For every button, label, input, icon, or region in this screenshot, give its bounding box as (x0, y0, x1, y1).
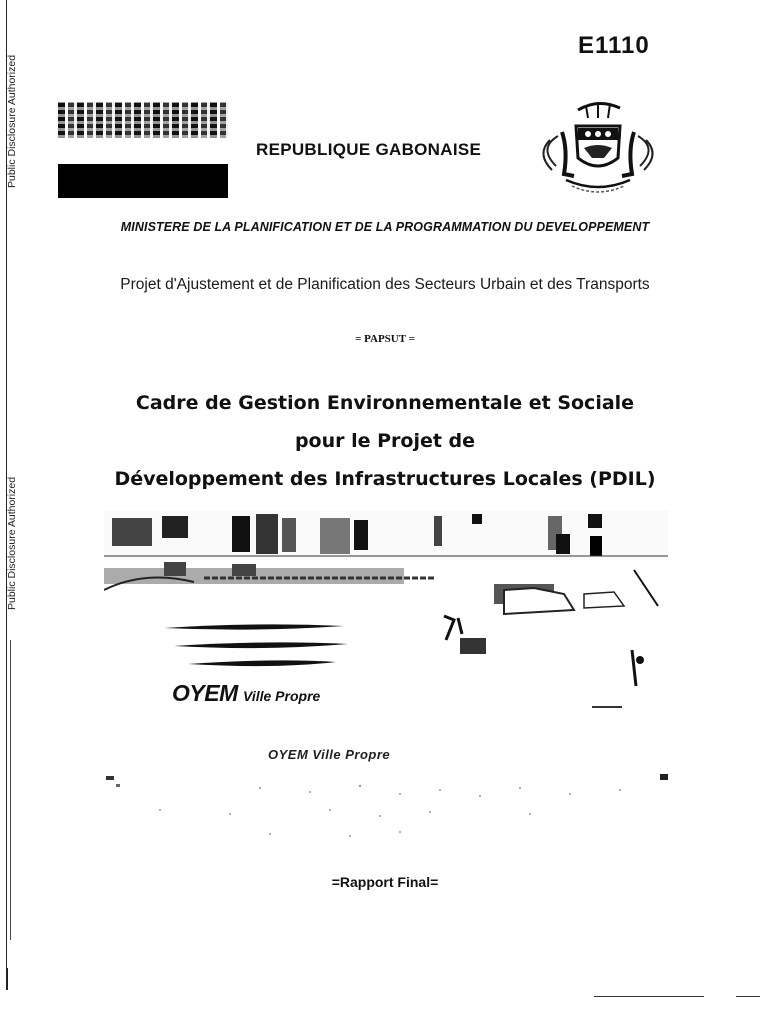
project-acronym: = PAPSUT = (355, 333, 415, 345)
title-line-3: Développement des Infrastructures Locales (PDIL) (114, 468, 656, 490)
document-title (60, 384, 710, 498)
title-line-1: Cadre de Gestion Environnementale et Sociale (135, 392, 635, 414)
redacted-flag-bar (58, 102, 228, 138)
oyem-ville-propre-logo-icon (164, 624, 348, 666)
logo-city-name: OYEM (172, 680, 238, 706)
gabon-coat-of-arms-icon (528, 96, 668, 200)
report-label: =Rapport Final= (331, 874, 439, 890)
document-code: E1110 (578, 32, 650, 59)
footer-rule-short (736, 996, 760, 997)
redacted-black-bar (58, 164, 228, 198)
republic-heading: REPUBLIQUE GABONAISE (256, 140, 482, 159)
logo-caption (172, 680, 320, 707)
disclosure-stamp-middle: Public Disclosure Authorized (6, 476, 18, 610)
logo-tagline: Ville Propre (243, 688, 321, 704)
disclosure-stamp-top: Public Disclosure Authorized (6, 54, 18, 188)
footer-rule (594, 996, 704, 997)
margin-rule-secondary (10, 640, 11, 940)
margin-tick (7, 968, 8, 990)
project-name: Projet d'Ajustement et de Planification des Secteurs Urbain et des Transports (120, 276, 650, 293)
scan-noise (100, 770, 670, 840)
cover-photo (104, 510, 668, 708)
photo-caption: OYEM Ville Propre (268, 747, 391, 762)
ministry-heading: MINISTERE DE LA PLANIFICATION ET DE LA PROGRAMMATION DU DEVELOPPEMENT (120, 220, 650, 234)
title-line-2: pour le Projet de (294, 430, 476, 452)
